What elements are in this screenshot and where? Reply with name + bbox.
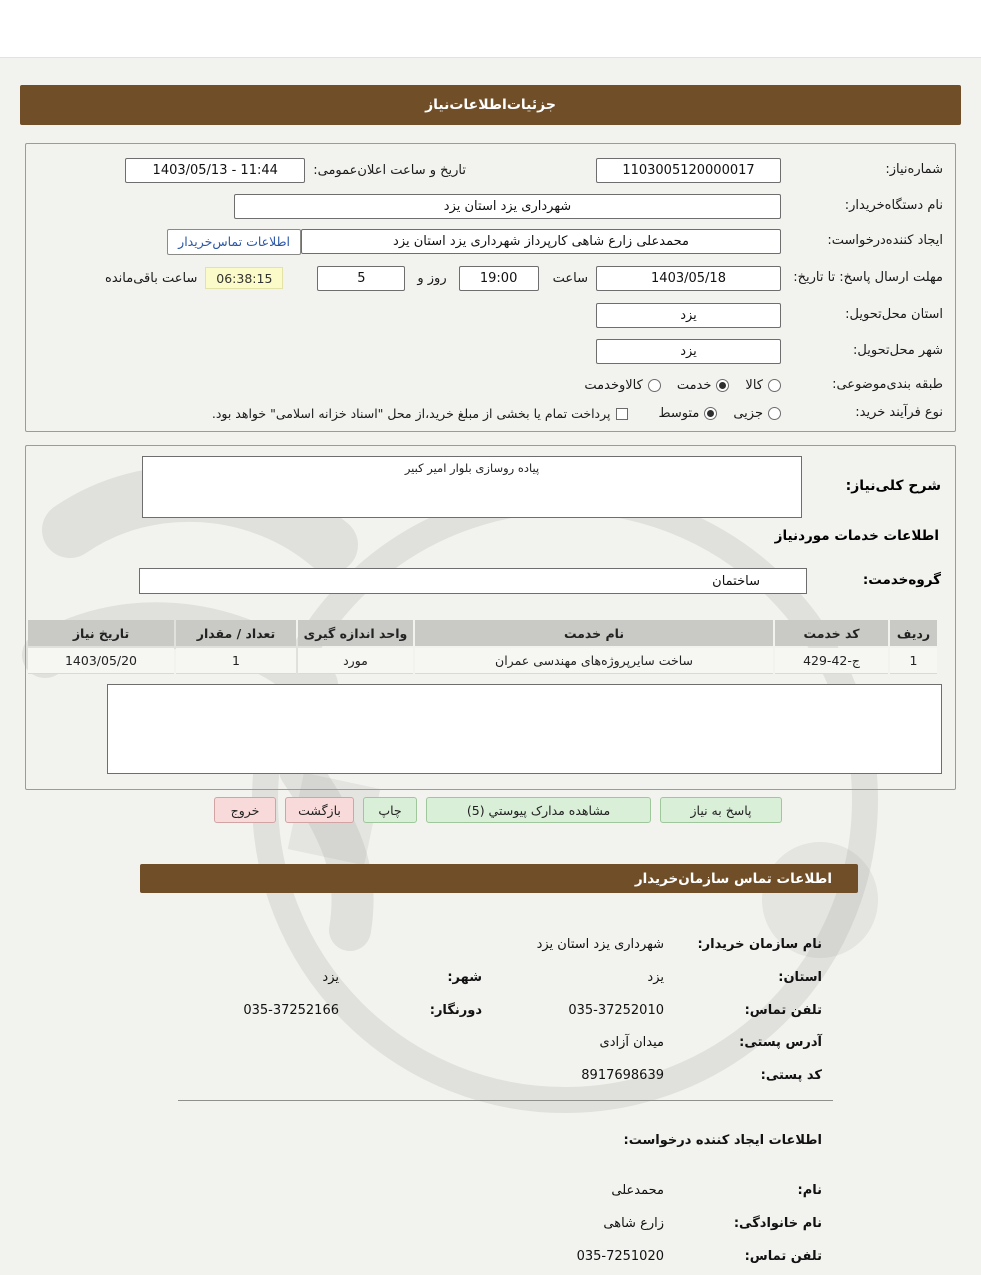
back-button[interactable]: بازگشت — [285, 797, 354, 823]
creator-last-name-label: نام خانوادگی: — [733, 1215, 822, 1231]
radio-label-medium: متوسط — [658, 406, 700, 421]
contact-city-value: یزد — [322, 969, 339, 985]
col-unit: واحد اندازه گیری — [298, 620, 413, 646]
deadline-hour-label: ساعت — [552, 270, 588, 286]
respond-to-need-button[interactable]: پاسخ به نیاز — [660, 797, 782, 823]
creator-first-name-value: محمدعلی — [611, 1182, 664, 1198]
radio-label-service: خدمت — [676, 378, 712, 393]
service-table-row[interactable] — [28, 648, 937, 674]
col-quantity: تعداد / مقدار — [176, 620, 296, 646]
cell-need-date: 1403/05/20 — [28, 648, 174, 674]
row-need-number — [36, 157, 943, 184]
delivery-city-label: شهر محل‌تحویل: — [853, 343, 943, 359]
org-name-label: نام سازمان خریدار: — [697, 936, 822, 952]
row-org-name — [160, 933, 822, 955]
contact-fax-label: دورنگار: — [429, 1002, 482, 1018]
radio-option-medium[interactable] — [658, 406, 717, 421]
buyer-org-label: نام دستگاه‌خریدار: — [844, 198, 943, 214]
creator-phone-label: تلفن تماس: — [744, 1248, 822, 1264]
remaining-time-label: ساعت باقی‌مانده — [105, 270, 198, 286]
radio-icon-service[interactable] — [716, 379, 729, 392]
contact-divider — [178, 1100, 833, 1101]
contact-province-label: استان: — [778, 969, 822, 985]
buyer-contact-link[interactable]: اطلاعات تماس‌خریدار — [167, 229, 301, 255]
details-header-bar — [20, 85, 961, 125]
row-phone-fax — [160, 999, 822, 1021]
services-table — [26, 618, 939, 676]
row-delivery-city — [36, 338, 943, 365]
need-description-label: شرح کلی‌نیاز: — [845, 478, 941, 494]
exit-button[interactable]: خروج — [214, 797, 276, 823]
announce-label: تاریخ و ساعت اعلان‌عمومی: — [313, 163, 466, 178]
row-subject-category — [36, 372, 943, 399]
contact-city-label: شهر: — [447, 969, 482, 985]
services-table-header-row — [28, 620, 937, 646]
buyer-org-input[interactable] — [234, 194, 781, 219]
row-purchase-process — [36, 400, 943, 427]
page-title: جزئیات‌اطلاعات‌نیاز — [425, 97, 556, 113]
row-postal-code — [160, 1064, 822, 1086]
cell-service-name: ساخت سایرپروژه‌های مهندسی عمران — [415, 648, 773, 674]
cell-quantity: 1 — [176, 648, 296, 674]
announce-datetime-input[interactable] — [125, 158, 305, 183]
deadline-days-input[interactable] — [317, 266, 405, 291]
need-services-box — [25, 445, 956, 790]
col-service-name: نام خدمت — [415, 620, 773, 646]
contact-province-value: یزد — [647, 969, 664, 985]
deadline-day-label: روز و — [417, 270, 447, 286]
contact-fax-value: 035-37252166 — [243, 1002, 339, 1018]
postal-address-label: آدرس پستی: — [739, 1034, 822, 1050]
radio-label-goods: کالا — [745, 378, 763, 393]
delivery-province-input[interactable] — [596, 303, 781, 328]
request-creator-input[interactable] — [301, 229, 781, 254]
creator-phone-value: 035-7251020 — [576, 1248, 664, 1264]
row-response-deadline — [36, 262, 943, 294]
radio-label-goods-and-service: کالاوخدمت — [584, 378, 643, 393]
postal-code-value: 8917698639 — [581, 1067, 664, 1083]
remaining-time-countdown: 06:38:15 — [205, 267, 283, 289]
view-attachments-button[interactable]: مشاهده مدارک پیوستي (5) — [426, 797, 651, 823]
request-creator-label: ایجاد کننده‌درخواست: — [827, 233, 943, 249]
delivery-province-label: استان محل‌تحویل: — [845, 307, 943, 323]
treasury-bonds-checkbox[interactable] — [616, 408, 628, 420]
service-group-input[interactable] — [139, 568, 807, 594]
col-need-date: تاریخ نیاز — [28, 620, 174, 646]
cell-row-number: 1 — [890, 648, 937, 674]
postal-address-value: میدان آزادی — [599, 1034, 664, 1050]
row-creator-phone — [160, 1245, 822, 1267]
subject-category-label: طبقه بندی‌موضوعی: — [832, 377, 943, 393]
service-group-label: گروه‌خدمت: — [862, 572, 941, 588]
radio-icon-minor[interactable] — [768, 407, 781, 420]
radio-icon-goods-and-service[interactable] — [648, 379, 661, 392]
purchase-process-label: نوع فرآیند خرید: — [855, 405, 943, 421]
postal-code-label: کد پستی: — [760, 1067, 822, 1083]
need-number-input[interactable] — [596, 158, 781, 183]
request-creator-heading: اطلاعات ایجاد کننده درخواست: — [623, 1133, 822, 1148]
delivery-city-input[interactable] — [596, 339, 781, 364]
cell-unit: مورد — [298, 648, 413, 674]
row-postal-address — [160, 1031, 822, 1053]
deadline-date-input[interactable] — [596, 266, 781, 291]
contact-header-title: اطلاعات تماس سازمان‌خریدار — [634, 870, 832, 887]
creator-first-name-label: نام: — [797, 1182, 822, 1198]
actions-row — [199, 797, 782, 823]
contact-phone-value: 035-37252010 — [568, 1002, 664, 1018]
top-white-strip — [0, 0, 981, 58]
required-services-heading: اطلاعات خدمات موردنیاز — [774, 528, 939, 544]
row-creator-first-name — [160, 1179, 822, 1201]
need-info-box — [25, 143, 956, 432]
org-name-value: شهرداری یزد استان یزد — [536, 936, 664, 952]
contact-phone-label: تلفن تماس: — [744, 1002, 822, 1018]
deadline-label: مهلت ارسال پاسخ: تا تاریخ: — [793, 269, 943, 285]
row-province-city — [160, 966, 822, 988]
buyer-notes-textarea[interactable] — [107, 684, 942, 774]
col-service-code: کد خدمت — [775, 620, 888, 646]
cell-service-code: ج-42-429 — [775, 648, 888, 674]
row-buyer-org — [36, 193, 943, 220]
print-button[interactable]: چاپ — [363, 797, 417, 823]
need-description-textarea[interactable] — [142, 456, 802, 518]
radio-option-minor[interactable] — [733, 406, 781, 421]
radio-icon-goods[interactable] — [768, 379, 781, 392]
radio-option-service[interactable] — [677, 378, 730, 393]
row-request-creator — [36, 228, 943, 255]
col-row-number: ردیف — [890, 620, 937, 646]
contact-header-bar — [140, 864, 858, 893]
row-delivery-province — [36, 302, 943, 329]
need-number-label: شماره‌نیاز: — [885, 162, 943, 178]
radio-option-goods[interactable] — [745, 378, 781, 393]
deadline-time-input[interactable] — [459, 266, 539, 291]
row-creator-last-name — [160, 1212, 822, 1234]
radio-label-minor: جزیی — [733, 406, 763, 421]
radio-option-goods-and-service[interactable] — [584, 378, 660, 393]
radio-icon-medium[interactable] — [704, 407, 717, 420]
treasury-bonds-note: پرداخت تمام یا بخشی از مبلغ خرید،از محل "اسناد خزانه اسلامی" خواهد بود. — [211, 406, 611, 421]
creator-last-name-value: زارع شاهی — [603, 1215, 664, 1231]
